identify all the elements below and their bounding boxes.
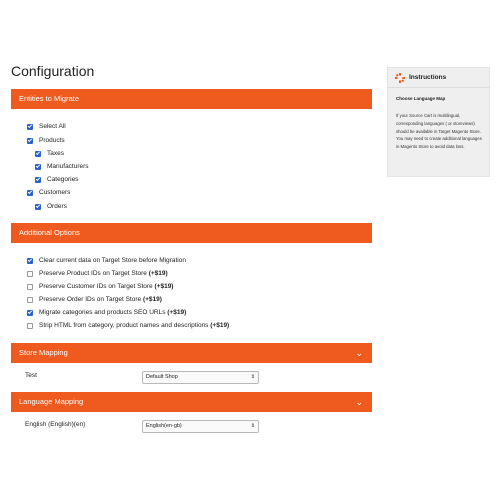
- instructions-logo-icon: [395, 73, 405, 83]
- checkbox-label: Select All: [39, 123, 66, 130]
- option-label: Preserve Order IDs on Target Store: [39, 296, 142, 303]
- checkbox-label: Orders: [47, 203, 67, 210]
- store-mapping-select[interactable]: [142, 371, 259, 384]
- option-row-migrate-seo-urls[interactable]: [27, 309, 186, 316]
- store-mapping-header[interactable]: [11, 343, 372, 363]
- checkbox-label: Customers: [39, 189, 71, 196]
- checkbox-migrate-seo-urls[interactable]: [27, 310, 33, 316]
- option-label: Strip HTML from category, product names and descriptions: [39, 322, 209, 329]
- checkbox-row-taxes[interactable]: [35, 150, 64, 157]
- checkbox-row-orders[interactable]: [35, 203, 67, 210]
- checkbox-label: Categories: [47, 176, 79, 183]
- language-mapping-source-label: English (English)(en): [25, 421, 86, 428]
- checkbox-label: Manufacturers: [47, 163, 89, 170]
- additional-options-header: Additional Options: [11, 223, 372, 243]
- checkbox-select-all[interactable]: [27, 124, 33, 130]
- store-mapping-source-label: Test: [25, 372, 37, 379]
- option-price: (+$19): [142, 296, 162, 303]
- checkbox-customers[interactable]: [27, 190, 33, 196]
- checkbox-preserve-order-ids[interactable]: [27, 297, 33, 303]
- instructions-subtitle: Choose Language Map: [396, 96, 446, 101]
- option-label: Preserve Customer IDs on Target Store: [39, 283, 153, 290]
- option-row-preserve-customer-ids[interactable]: [27, 283, 173, 290]
- option-label: Clear current data on Target Store before Migration: [39, 257, 186, 264]
- option-price: (+$19): [154, 283, 174, 290]
- checkbox-manufacturers[interactable]: [35, 164, 41, 170]
- language-mapping-header[interactable]: [11, 392, 372, 412]
- checkbox-label: Products: [39, 137, 65, 144]
- option-price: (+$19): [210, 322, 230, 329]
- checkbox-row-manufacturers[interactable]: [35, 163, 89, 170]
- checkbox-products[interactable]: [27, 138, 33, 144]
- checkbox-row-categories[interactable]: [35, 176, 78, 183]
- checkbox-row-products[interactable]: [27, 137, 65, 144]
- checkbox-row-select-all[interactable]: [27, 123, 66, 130]
- chevron-down-icon[interactable]: ⌄: [355, 348, 363, 358]
- select-arrows-icon: ⇕: [250, 423, 255, 429]
- select-arrows-icon: ⇕: [250, 374, 255, 380]
- select-value: Default Shop: [146, 374, 178, 380]
- instructions-header: [388, 68, 489, 88]
- instructions-panel: [387, 67, 490, 177]
- checkbox-label: Taxes: [47, 150, 64, 157]
- checkbox-strip-html[interactable]: [27, 323, 33, 329]
- chevron-down-icon[interactable]: ⌄: [355, 397, 363, 407]
- option-price: (+$19): [148, 270, 168, 277]
- checkbox-orders[interactable]: [35, 204, 41, 210]
- option-price: (+$19): [167, 309, 187, 316]
- store-mapping-title: Store Mapping: [19, 348, 68, 357]
- instructions-body: If your Source Cart is multilingual, corresponding languages ( or storeviews) should be available in Target Magento Store. You may need to create additional languages in Magento Store to avoid data loss.: [396, 113, 482, 150]
- checkbox-row-customers[interactable]: [27, 189, 70, 196]
- checkbox-preserve-customer-ids[interactable]: [27, 284, 33, 290]
- checkbox-preserve-product-ids[interactable]: [27, 271, 33, 277]
- checkbox-categories[interactable]: [35, 177, 41, 183]
- option-row-preserve-order-ids[interactable]: [27, 296, 162, 303]
- checkbox-clear-data[interactable]: [27, 258, 33, 264]
- page-title: Configuration: [11, 63, 95, 79]
- language-mapping-title: Language Mapping: [19, 397, 84, 406]
- option-label: Migrate categories and products SEO URLs: [39, 309, 166, 316]
- option-row-clear-data[interactable]: [27, 257, 186, 264]
- instructions-title: Instructions: [409, 74, 447, 81]
- entities-header: Entities to Migrate: [11, 89, 372, 109]
- option-row-strip-html[interactable]: [27, 322, 229, 329]
- option-row-preserve-product-ids[interactable]: [27, 270, 168, 277]
- language-mapping-select[interactable]: [142, 420, 259, 433]
- checkbox-taxes[interactable]: [35, 151, 41, 157]
- select-value: English(en-gb): [146, 423, 182, 429]
- option-label: Preserve Product IDs on Target Store: [39, 270, 147, 277]
